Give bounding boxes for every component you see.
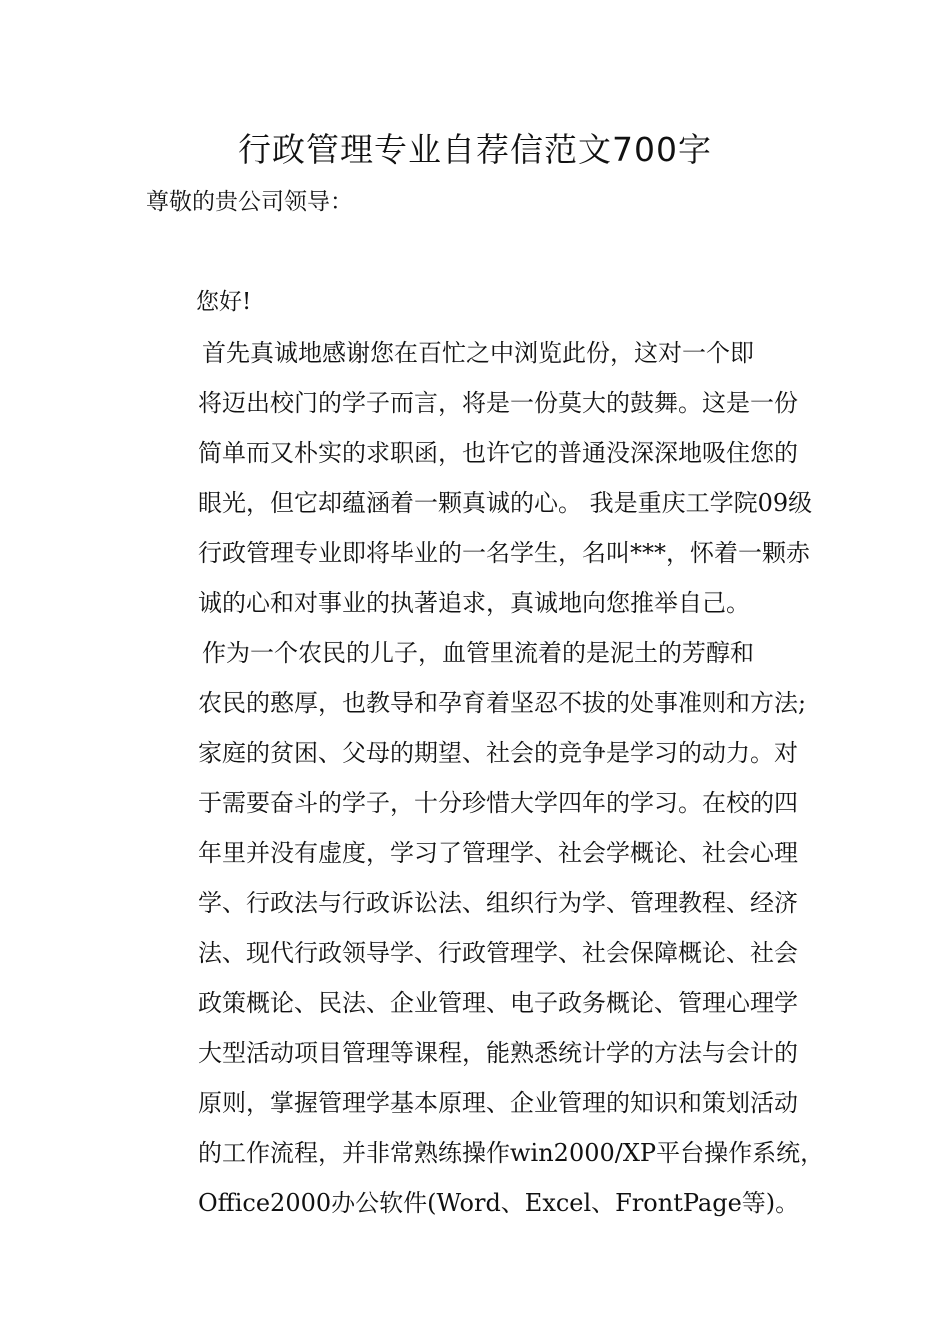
letter-body	[146, 328, 825, 1228]
text-line: 的工作流程，并非常熟练操作win2000/XP平台操作系统，	[198, 1139, 825, 1167]
paragraph-intro	[146, 328, 814, 628]
text-line: 家庭的贫困、父母的期望、社会的竞争是学习的动力。对	[198, 739, 798, 767]
text-line: 原则，掌握管理学基本原理、企业管理的知识和策划活动	[198, 1089, 798, 1117]
text-line: 首先真诚地感谢您在百忙之中浏览此份，这对一个即	[202, 339, 754, 367]
salutation: 尊敬的贵公司领导：	[146, 189, 353, 215]
greeting: 您好!	[196, 289, 252, 315]
text-line: 作为一个农民的儿子，血管里流着的是泥土的芳醇和	[202, 639, 754, 667]
document-title: 行政管理专业自荐信范文700字	[238, 130, 712, 169]
text-line: Office2000办公软件(Word、Excel、FrontPage等)。	[198, 1189, 800, 1217]
text-line: 法、现代行政领导学、行政管理学、社会保障概论、社会	[198, 939, 798, 967]
paragraph-background	[146, 628, 825, 1228]
text-line: 行政管理专业即将毕业的一名学生，名叫***，怀着一颗赤	[198, 539, 810, 567]
text-line: 大型活动项目管理等课程，能熟悉统计学的方法与会计的	[198, 1039, 798, 1067]
text-line: 农民的憨厚，也教导和孕育着坚忍不拔的处事准则和方法;	[198, 689, 807, 717]
text-line: 学、行政法与行政诉讼法、组织行为学、管理教程、经济	[198, 889, 798, 917]
text-line: 于需要奋斗的学子，十分珍惜大学四年的学习。在校的四	[198, 789, 798, 817]
text-line: 简单而又朴实的求职函，也许它的普通没深深地吸住您的	[198, 439, 798, 467]
text-line: 诚的心和对事业的执著追求，真诚地向您推举自己。	[198, 589, 750, 617]
text-line: 年里并没有虚度，学习了管理学、社会学概论、社会心理	[198, 839, 798, 867]
text-line: 政策概论、民法、企业管理、电子政务概论、管理心理学	[198, 989, 798, 1017]
text-line: 眼光，但它却蕴涵着一颗真诚的心。 我是重庆工学院09级	[198, 489, 813, 517]
text-line: 将迈出校门的学子而言，将是一份莫大的鼓舞。这是一份	[198, 389, 798, 417]
